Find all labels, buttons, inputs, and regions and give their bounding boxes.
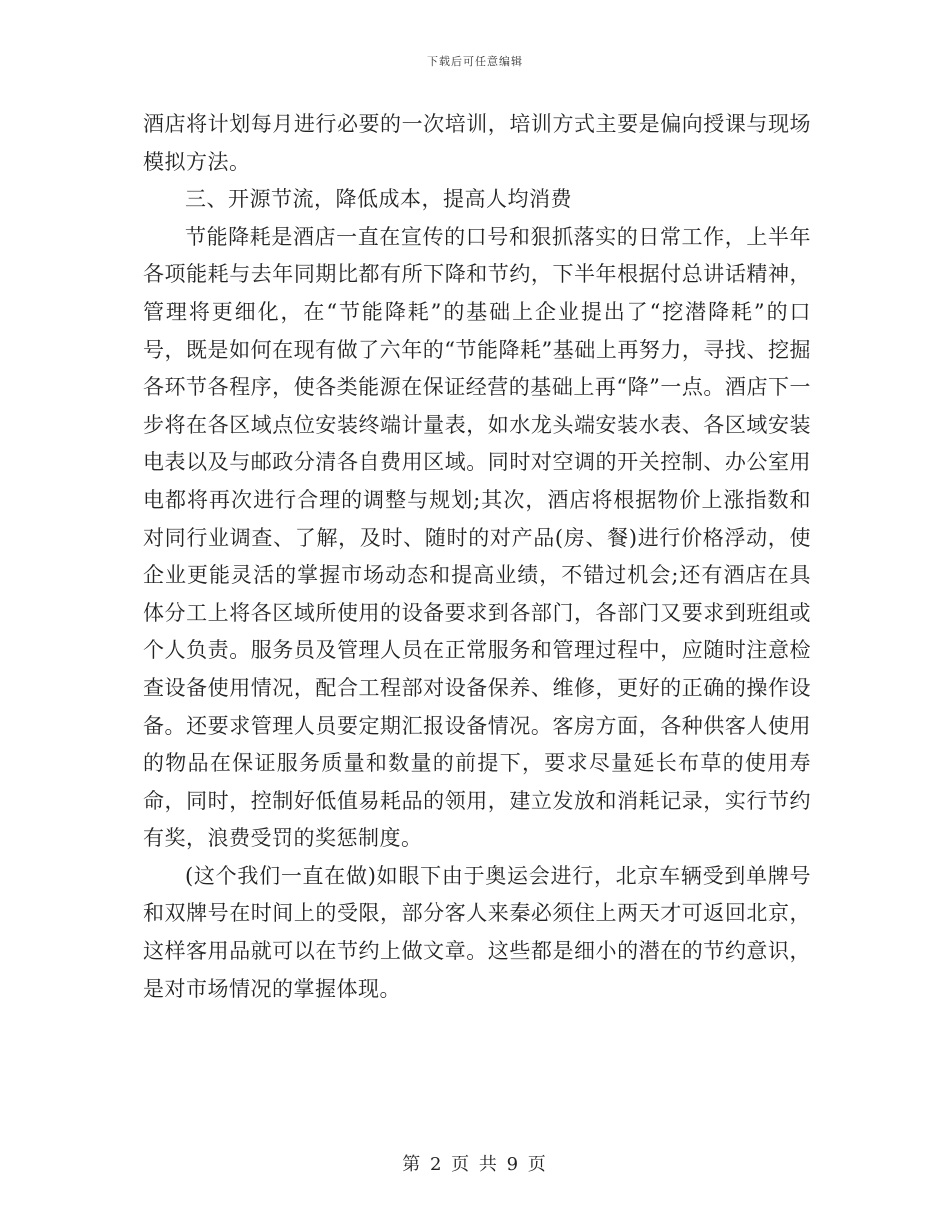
section-heading: 三、开源节流，降低成本，提高人均消费 — [185, 187, 572, 212]
page-header: 下载后可任意编辑 — [427, 55, 523, 68]
document-body — [143, 106, 811, 1008]
paragraph-olympics: (这个我们一直在做)如眼下由于奥运会进行，北京车辆受到单牌号和双牌号在时间上的受限，部分客人来秦必须住上两天才可返回北京，这样客用品就可以在节约上做文章。这些都是细小的潜在的节约意识，是对市场情况的掌握体现。 — [143, 863, 811, 1001]
page-number: 第 2 页 共 9 页 — [402, 1154, 548, 1175]
paragraph-energy-saving: 节能降耗是酒店一直在宣传的口号和狠抓落实的日常工作，上半年各项能耗与去年同期比都有所下降和节约，下半年根据付总讲话精神，管理将更细化，在“节能降耗”的基础上企业提出了“挖潜降耗”的口号，既是如何在现有做了六年的“节能降耗”基础上再努力，寻找、挖掘各环节各程序，使各类能源在保证经营的基础上再“降”一点。酒店下一步将在各区域点位安装终端计量表，如水龙头端安装水表、各区域安装电表以及与邮政分清各自费用区域。同时对空调的开关控制、办公室用电都将再次进行合理的调整与规划;其次，酒店将根据物价上涨指数和对同行业调查、了解，及时、随时的对产品(房、餐)进行价格浮动，使企业更能灵活的掌握市场动态和提高业绩，不错过机会;还有酒店在具体分工上将各区域所使用的设备要求到各部门，各部门又要求到班组或个人负责。服务员及管理人员在正常服务和管理过程中，应随时注意检查设备使用情况，配合工程部对设备保养、维修，更好的正确的操作设备。还要求管理人员要定期汇报设备情况。客房方面，各种供客人使用的物品在保证服务质量和数量的前提下，要求尽量延长布草的使用寿命，同时，控制好低值易耗品的领用，建立发放和消耗记录，实行节约有奖，浪费受罚的奖惩制度。 — [143, 224, 811, 851]
paragraph-training: 酒店将计划每月进行必要的一次培训，培训方式主要是偏向授课与现场模拟方法。 — [143, 112, 811, 174]
